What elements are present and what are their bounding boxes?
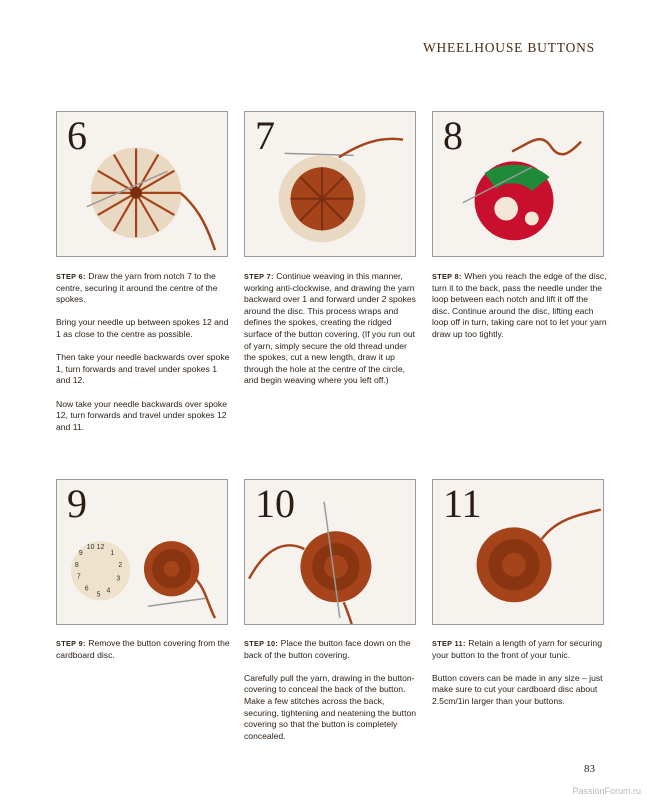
svg-text:6: 6 <box>84 585 89 593</box>
step-11-photo <box>432 479 604 625</box>
step-paragraph: When you reach the edge of the disc, turn it to the back, pass the needle under the loop between each notch and lift it off the disc. Continue around the disc, lifting each loop off in turn, taking care not to let your yarn draw up too tightly. <box>432 271 607 339</box>
step-number: 10 <box>255 481 295 526</box>
step-paragraph: Place the button face down on the back of the button covering. <box>244 638 411 660</box>
page-number: 83 <box>584 763 595 775</box>
svg-text:9: 9 <box>78 549 83 557</box>
step-paragraph: Continue weaving in this manner, working anti-clockwise, and drawing the yarn backward over 1 and forward under 2 spokes around the disc. This process wraps and defines the spokes, creating the ridged surface of the button covering. (If you run out of yarn, simply secure the old thread under the spokes, cut a new length, draw it up through the hole at the centre of the circle, and begin weaving where you left off.) <box>244 271 416 386</box>
step-label: STEP 8: <box>432 272 462 281</box>
step-paragraph: Then take your needle backwards over spoke 1, turn forwards and travel under spokes 1 and 12. <box>56 352 230 386</box>
step-9-photo <box>56 479 228 625</box>
step-label: STEP 9: <box>56 639 86 648</box>
svg-text:5: 5 <box>96 591 101 599</box>
step-6-text <box>56 271 232 445</box>
step-7-text <box>244 271 420 399</box>
step-number: 6 <box>67 113 87 158</box>
svg-text:2: 2 <box>118 561 123 569</box>
step-label: STEP 7: <box>244 272 274 281</box>
step-9-text <box>56 638 232 673</box>
step-number: 8 <box>443 113 463 158</box>
step-8-text <box>432 271 608 352</box>
step-paragraph: Remove the button covering from the cardboard disc. <box>56 638 230 660</box>
watermark: PassionForum.ru <box>572 786 641 796</box>
step-paragraph: Button covers can be made in any size – just make sure to cut your cardboard disc about 2.5cm/1in larger than your buttons. <box>432 672 603 706</box>
step-6-photo <box>56 111 228 257</box>
svg-text:7: 7 <box>76 573 81 581</box>
svg-text:3: 3 <box>116 575 121 583</box>
svg-text:8: 8 <box>74 561 79 569</box>
step-label: STEP 6: <box>56 272 86 281</box>
running-header: WHEELHOUSE BUTTONS <box>422 40 595 55</box>
svg-text:10: 10 <box>86 544 95 552</box>
step-paragraph: Now take your needle backwards over spoke 12, turn forwards and travel under spokes 12 and 11. <box>56 398 228 432</box>
step-label: STEP 11: <box>432 639 466 648</box>
svg-text:12: 12 <box>96 544 105 552</box>
step-paragraph: Carefully pull the yarn, drawing in the button-covering to conceal the back of the button. Make a few stitches across the back, securing, tightening and neatening the button covering so that the button is completely concealed. <box>244 672 417 741</box>
step-8-photo <box>432 111 604 257</box>
step-paragraph: Bring your needle up between spokes 12 and 1 as close to the centre as possible. <box>56 317 229 339</box>
step-11-text <box>432 638 608 719</box>
step-label: STEP 10: <box>244 639 279 648</box>
step-10-text <box>244 638 420 754</box>
step-7-photo <box>244 111 416 257</box>
svg-text:1: 1 <box>110 549 115 557</box>
svg-text:4: 4 <box>106 587 111 595</box>
step-number: 11 <box>443 481 482 526</box>
step-paragraph: Draw the yarn from notch 7 to the centre, securing it around the centre of the spokes. <box>56 271 218 305</box>
step-number: 7 <box>255 113 275 158</box>
step-10-photo <box>244 479 416 625</box>
step-paragraph: Retain a length of yarn for securing your button to the front of your tunic. <box>432 638 602 660</box>
step-number: 9 <box>67 481 87 526</box>
